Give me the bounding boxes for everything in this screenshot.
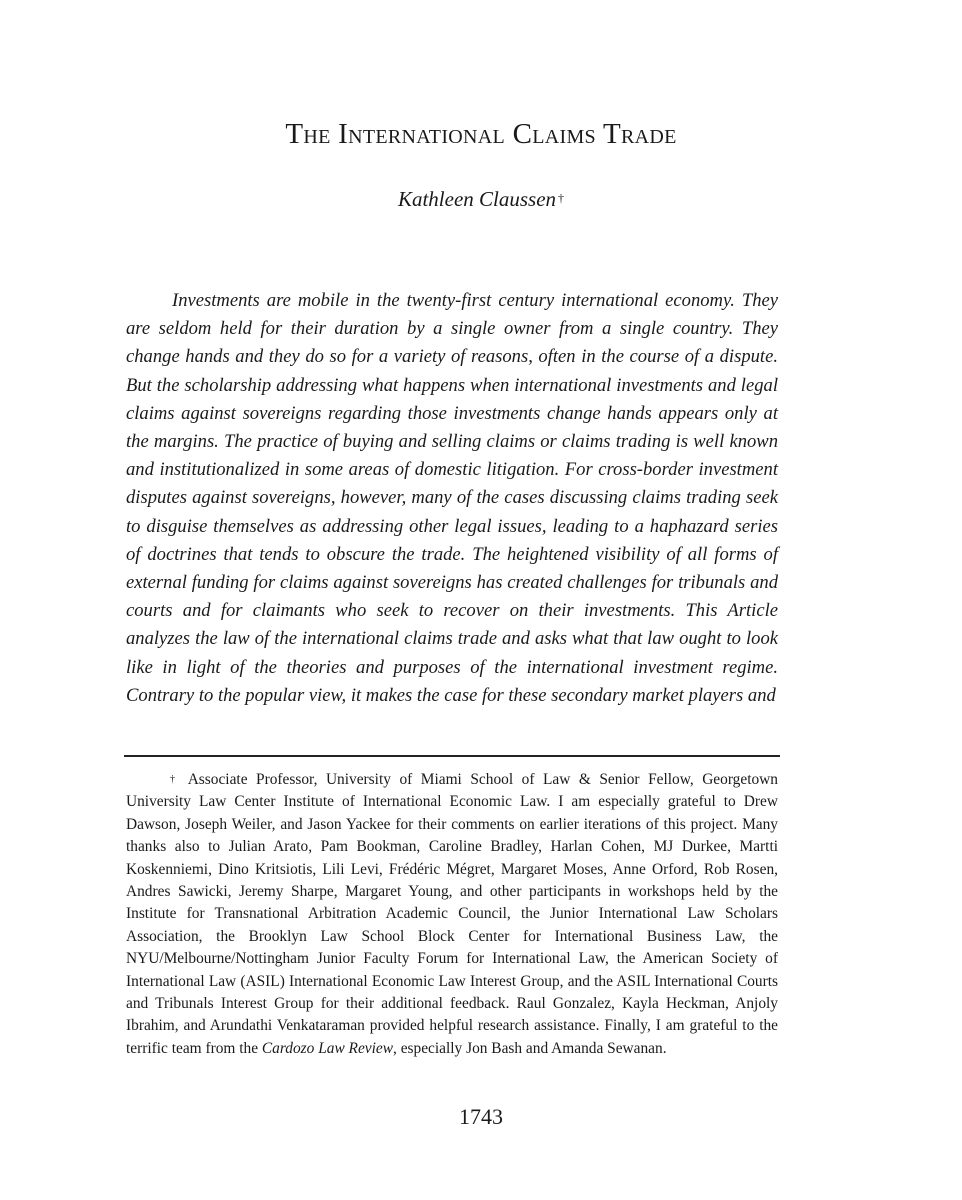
article-title: The International Claims Trade <box>285 118 677 150</box>
author-footnote-mark: † <box>558 191 565 205</box>
journal-name: Cardozo Law Review <box>261 1039 393 1057</box>
abstract-paragraph: Investments are mobile in the twenty-first century international economy. They are seldom held for their duration by a single owner from a single country. They change hands and they do so for a variety of reasons, often in the course of a dispute. But the scholarship addressing what happens when international investments and legal claims against sovereigns regarding those investments change hands appears only at the margins. The practice of buying and selling claims or claims trading is well known and institutionalized in some areas of domestic litigation. For cross-border investment disputes against sovereigns, however, many of the cases discussing claims trading seek to disguise themselves as addressing other legal issues, leading to a haphazard series of doctrines that tends to obscure the trade. The heightened visibility of all forms of external funding for claims against sovereigns has created challenges for tribunals and courts and for claimants who seek to recover on their investments. This Article analyzes the law of the international claims trade and asks what that law ought to look like in light of the theories and purposes of the international investment regime. Contrary to the popular view, it makes the case for these secondary market players and <box>126 290 778 706</box>
footnote-text-after-journal: , especially Jon Bash and Amanda Sewanan. <box>393 1039 667 1057</box>
author-name: Kathleen Claussen <box>397 187 557 211</box>
author-footnote <box>126 769 778 1060</box>
page-number: 1743 <box>459 1104 503 1129</box>
footnote-mark: † <box>170 774 180 785</box>
author-line <box>0 187 962 212</box>
footnote-divider <box>124 755 780 757</box>
footnote-text-before-journal: Associate Professor, University of Miami School of Law & Senior Fellow, Georgetown University Law Center Institute of International Economic Law. I am especially grateful to Drew Dawson, Joseph Weiler, and Jason Yackee for their comments on earlier iterations of this project. Many thanks also to Julian Arato, Pam Bookman, Caroline Bradley, Harlan Cohen, MJ Durkee, Martti Koskenniemi, Dino Kritsiotis, Lili Levi, Frédéric Mégret, Margaret Moses, Anne Orford, Rob Rosen, Andres Sawicki, Jeremy Sharpe, Margaret Young, and other participants in workshops held by the Institute for Transnational Arbitration Academic Council, the Junior International Law Scholars Association, the Brooklyn Law School Block Center for International Business Law, the NYU/Melbourne/Nottingham Junior Faculty Forum for International Law, the American Society of International Law (ASIL) International Economic Law Interest Group, and the ASIL International Courts and Tribunals Interest Group for their additional feedback. Raul Gonzalez, Kayla Heckman, Anjoly Ibrahim, and Arundathi Venkataraman provided helpful research assistance. Finally, I am grateful to the terrific team from the <box>126 771 778 1057</box>
